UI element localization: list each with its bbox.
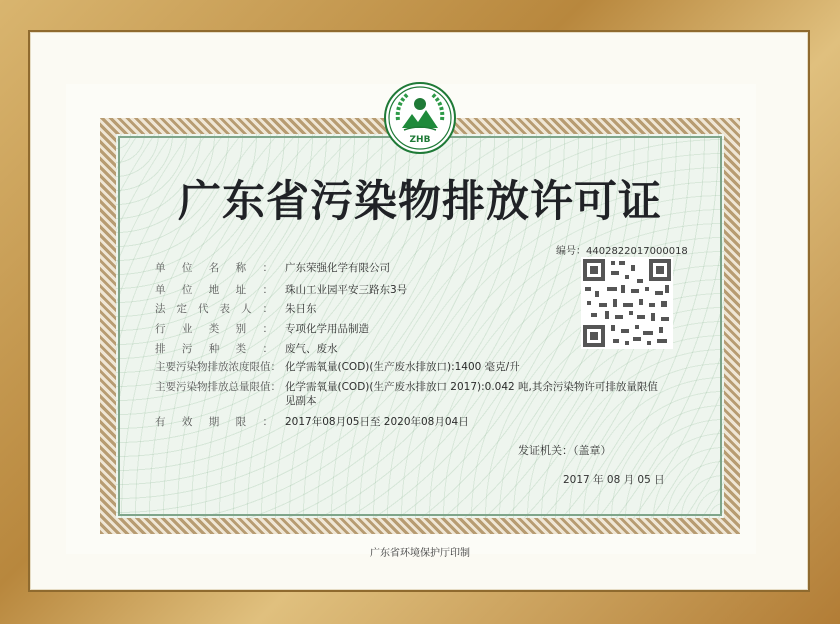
issuing-authority: 发证机关：（盖章） [518,444,612,457]
field-value: 广东荣强化学有限公司 [285,262,390,274]
certificate-number: 编号：4402822017000018 [556,246,688,257]
field-industry [155,321,369,336]
field-concentration-limit [155,359,520,374]
field-unit-name [155,260,390,275]
printer-note: 广东省环境保护厅印制 [370,548,470,559]
field-label: 法定代表人： [155,303,273,315]
field-value: 2017年08月05日至 2020年08月04日 [285,416,469,428]
field-label: 单位名称： [155,262,273,274]
field-label: 排污种类： [155,343,273,355]
field-total-limit [155,379,658,407]
field-label: 有效期限： [155,416,273,428]
field-value: 化学需氧量(COD)(生产废水排放口 2017):0.042 吨,其余污染物许可排放量限值 [285,381,658,393]
field-value: 朱日东 [285,303,317,315]
field-value: 废气、废水 [285,343,338,355]
field-value-continued: 见副本 [285,395,317,407]
field-label: 单位地址： [155,284,273,296]
field-unit-address [155,282,407,297]
field-label: 主要污染物排放总量限值： [155,381,281,393]
qr-code-icon [581,257,673,349]
field-label: 主要污染物排放浓度限值： [155,361,281,373]
zhb-emblem-icon [384,82,456,154]
field-legal-rep [155,301,317,316]
field-value: 化学需氧量(COD)(生产废水排放口):1400 毫克/升 [285,361,520,373]
issue-date: 2017 年 08 月 05 日 [563,474,665,486]
field-value: 珠山工业园平安三路东3号 [285,284,408,296]
field-label: 行业类别： [155,323,273,335]
field-value: 专项化学用品制造 [285,323,369,335]
emblem-text: ZHB [409,135,431,145]
field-validity [155,414,469,429]
certificate-title: 广东省污染物排放许可证 [178,177,662,227]
field-pollutant-types [155,341,338,356]
